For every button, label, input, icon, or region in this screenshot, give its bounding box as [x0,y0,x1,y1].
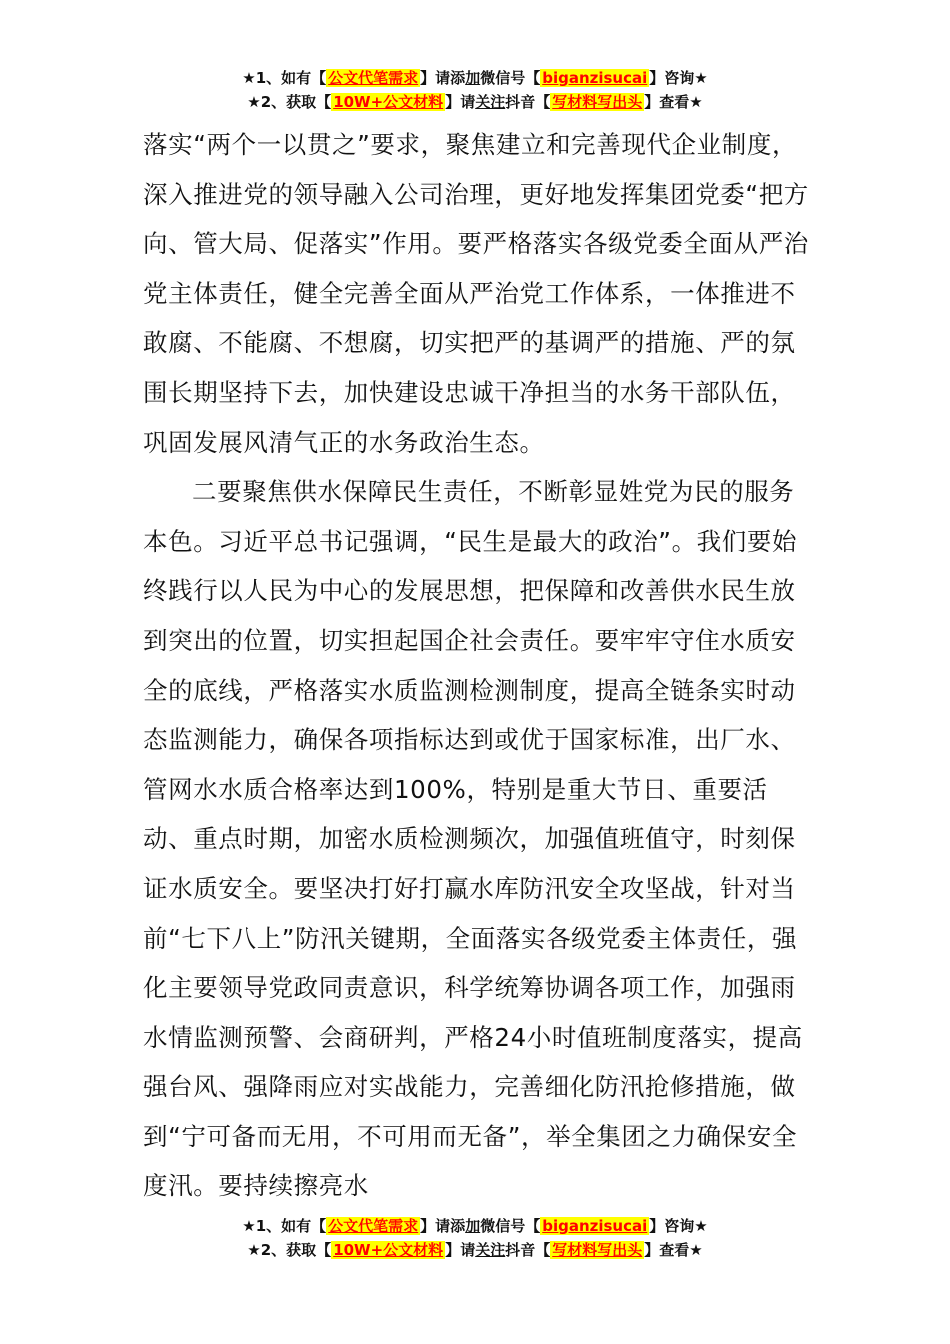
promo-text: 】请 [445,93,476,111]
promo-text: ★2、获取【 [247,1241,332,1259]
promo-line-1 [0,66,950,90]
promo-text: 加 [465,1217,481,1235]
promo-text: ★1、如有【 [242,1217,327,1235]
promo-line-1 [0,1214,950,1238]
promo-text: 】查看★ [644,1241,703,1259]
paragraph-1: 落实“两个一以贯之”要求，聚焦建立和完善现代企业制度，深入推进党的领导融入公司治理，更好地发挥集团党委“把方向、管大局、促落实”作用。要严格落实各级党委全面从严治党主体责任，健全完善全面从严治党工作体系，一体推进不敢腐、不能腐、不想腐，切实把严的基调严的措施、严的氛围长期坚持下去，加快建设忠诚干净担当的水务干部队伍，巩固发展风清气正的水务政治生态。 [143,130,809,457]
promo-text: 抖音【 [505,93,551,111]
highlight-wechat-id: biganzisucai [542,69,648,87]
promo-text: 】查看★ [644,93,703,111]
paragraph-2: 二要聚焦供水保障民生责任，不断彰显姓党为民的服务本色。习近平总书记强调，“民生是最大的政治”。我们要始终践行以人民为中心的发展思想，把保障和改善供水民生放到突出的位置，切实担起国企社会责任。要牢牢守住水质安全的底线，严格落实水质监测检测制度，提高全链条实时动态监测能力，确保各项指标达到或优于国家标准，出厂水、管网水水质合格率达到100%，特别是重大节日、重要活动、重点时期，加密水质检测频次，加强值班值守，时刻保证水质安全。要坚决打好打赢水库防汛安全攻坚战，针对当前“七下八上”防汛关键期，全面落实各级党委主体责任，强化主要领导党政同责意识，科学统筹协调各项工作，加强雨水情监测预警、会商研判，严格24小时值班制度落实，提高强台风、强降雨应对实战能力，完善细化防汛抢修措施，做到“宁可备而无用，不可用而无备”，举全集团之力确保安全度汛。要持续擦亮水 [143,477,803,1201]
highlight-materials: 10W+公文材料 [333,93,444,111]
promo-text: 微信号【 [480,69,541,87]
promo-text: 关注 [475,93,506,111]
promo-text: ★1、如有【 [242,69,327,87]
promo-text: 】咨询★ [649,1217,708,1235]
promo-text: 加 [465,69,481,87]
promo-banner-top [0,66,950,114]
promo-text: 关注 [475,1241,506,1259]
promo-text: ★2、获取【 [247,93,332,111]
highlight-wechat-id: biganzisucai [542,1217,648,1235]
promo-text: 】请 [445,1241,476,1259]
highlight-douyin: 写材料写出头 [552,93,643,111]
promo-text: 抖音【 [505,1241,551,1259]
promo-banner-bottom [0,1214,950,1262]
promo-text: 】请添 [420,1217,466,1235]
promo-line-2 [0,90,950,114]
highlight-douyin: 写材料写出头 [552,1241,643,1259]
promo-text: 微信号【 [480,1217,541,1235]
promo-line-2 [0,1238,950,1262]
promo-text: 】咨询★ [649,69,708,87]
highlight-service: 公文代笔需求 [328,1217,419,1235]
promo-text: 】请添 [420,69,466,87]
document-body [143,120,813,1211]
highlight-service: 公文代笔需求 [328,69,419,87]
highlight-materials: 10W+公文材料 [333,1241,444,1259]
